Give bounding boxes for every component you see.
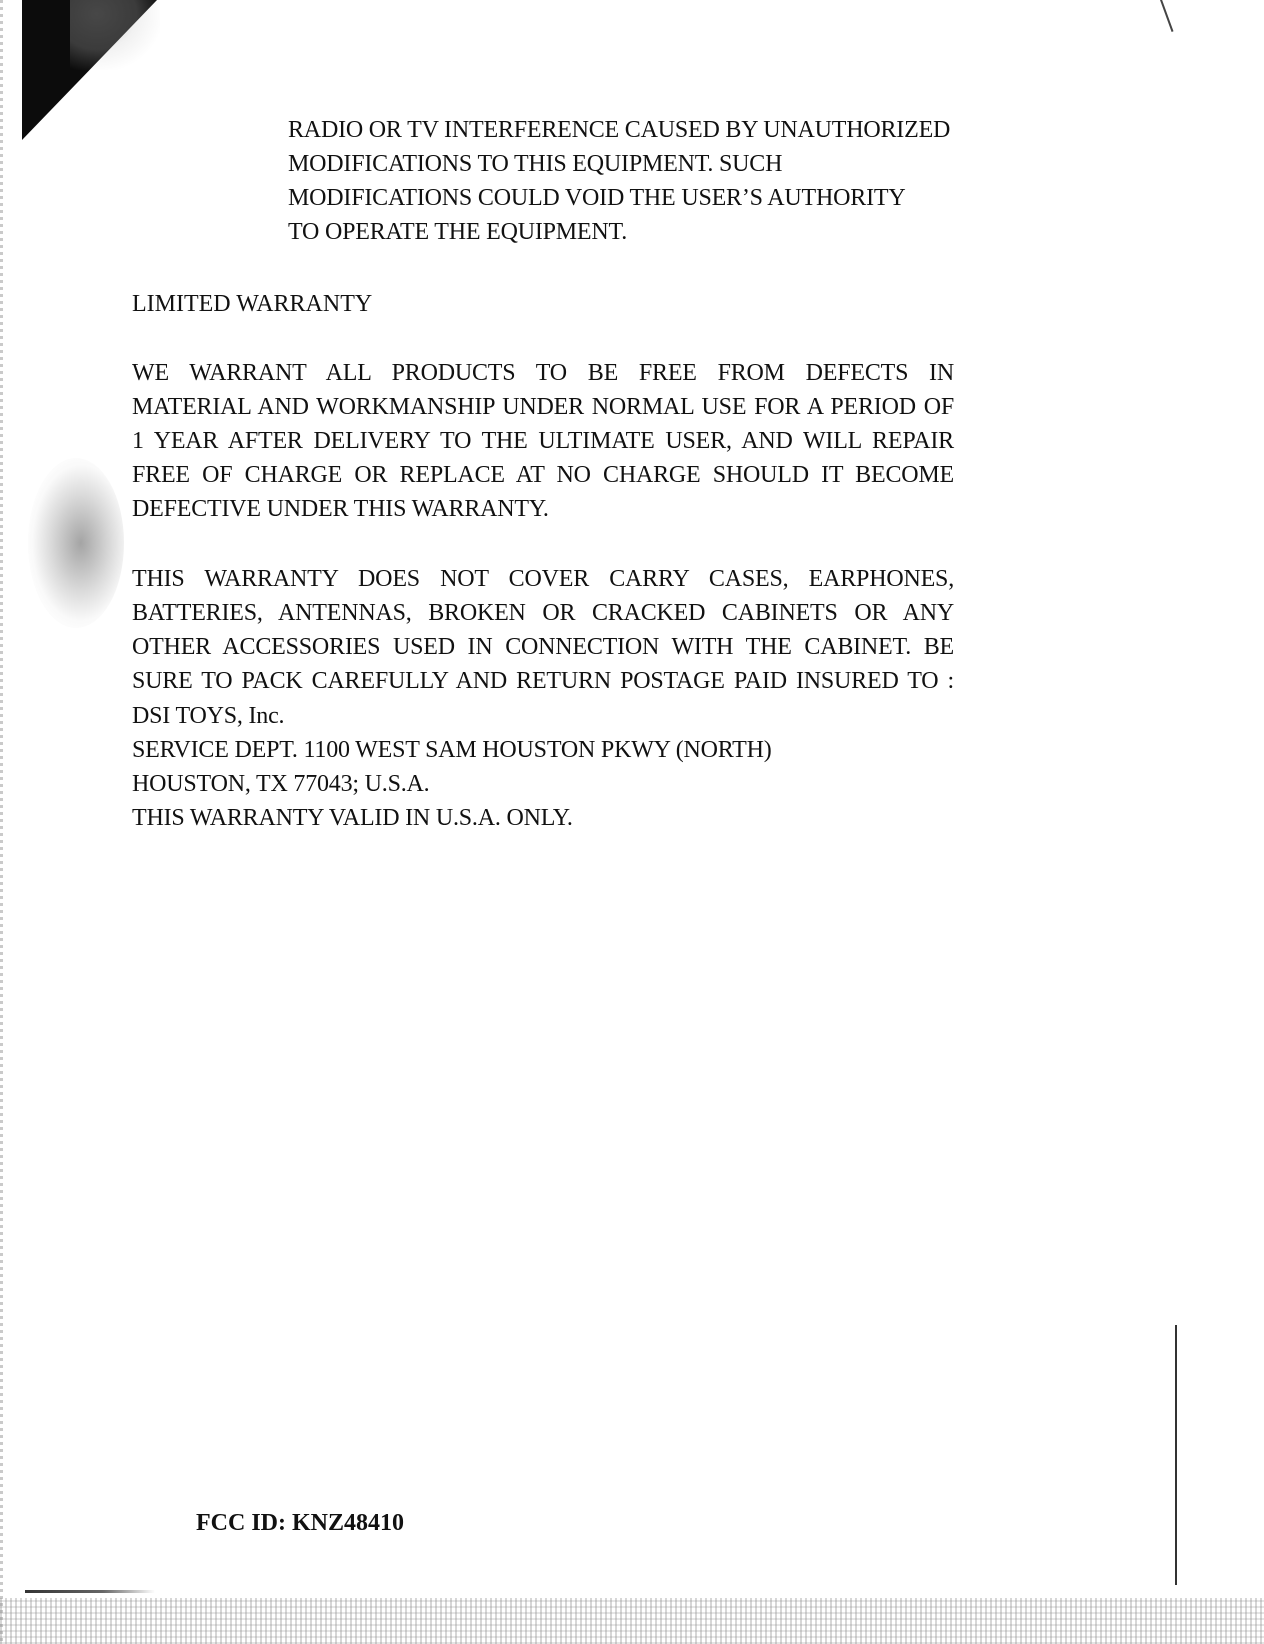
paragraph-line: BATTERIES, ANTENNAS, BROKEN OR CRACKED CABINETS OR ANY [132, 600, 954, 626]
service-address [132, 699, 772, 835]
notice-line: MODIFICATIONS COULD VOID THE USER’S AUTHORITY [288, 185, 906, 211]
street-address: SERVICE DEPT. 1100 WEST SAM HOUSTON PKWY (NORTH) [132, 737, 772, 763]
scan-edge-right [1175, 1325, 1177, 1585]
scan-mark-bottom [25, 1590, 155, 1593]
paragraph-line: FREE OF CHARGE OR REPLACE AT NO CHARGE SHOULD IT BECOME [132, 462, 954, 488]
warranty-paragraph [132, 356, 954, 526]
validity-note: THIS WARRANTY VALID IN U.S.A. ONLY. [132, 805, 573, 831]
interference-notice [288, 113, 968, 249]
paragraph-line: MATERIAL AND WORKMANSHIP UNDER NORMAL USE FOR A PERIOD OF [132, 394, 954, 420]
notice-line: MODIFICATIONS TO THIS EQUIPMENT. SUCH [288, 151, 783, 177]
paragraph-line: DEFECTIVE UNDER THIS WARRANTY. [132, 496, 549, 522]
fcc-id: FCC ID: KNZ48410 [196, 1510, 404, 1536]
company-name: DSI TOYS, Inc. [132, 703, 285, 729]
paragraph-line: WE WARRANT ALL PRODUCTS TO BE FREE FROM DEFECTS IN [132, 360, 954, 386]
scan-mark [1160, 0, 1174, 32]
scan-noise-bottom [0, 1598, 1264, 1644]
city-state-zip: HOUSTON, TX 77043; U.S.A. [132, 771, 430, 797]
scan-edge-left [0, 0, 3, 1644]
paragraph-line: 1 YEAR AFTER DELIVERY TO THE ULTIMATE USER, AND WILL REPAIR [132, 428, 954, 454]
paragraph-line: THIS WARRANTY DOES NOT COVER CARRY CASES, EARPHONES, [132, 566, 954, 592]
paragraph-line: SURE TO PACK CAREFULLY AND RETURN POSTAGE PAID INSURED TO : [132, 668, 954, 694]
warranty-heading: LIMITED WARRANTY [132, 291, 373, 317]
scan-speckle [70, 0, 160, 70]
notice-line: TO OPERATE THE EQUIPMENT. [288, 219, 627, 245]
exclusions-paragraph [132, 562, 954, 698]
notice-line: RADIO OR TV INTERFERENCE CAUSED BY UNAUTHORIZED [288, 117, 951, 143]
hole-punch-smudge [28, 458, 124, 628]
paragraph-line: OTHER ACCESSORIES USED IN CONNECTION WITH THE CABINET. BE [132, 634, 954, 660]
